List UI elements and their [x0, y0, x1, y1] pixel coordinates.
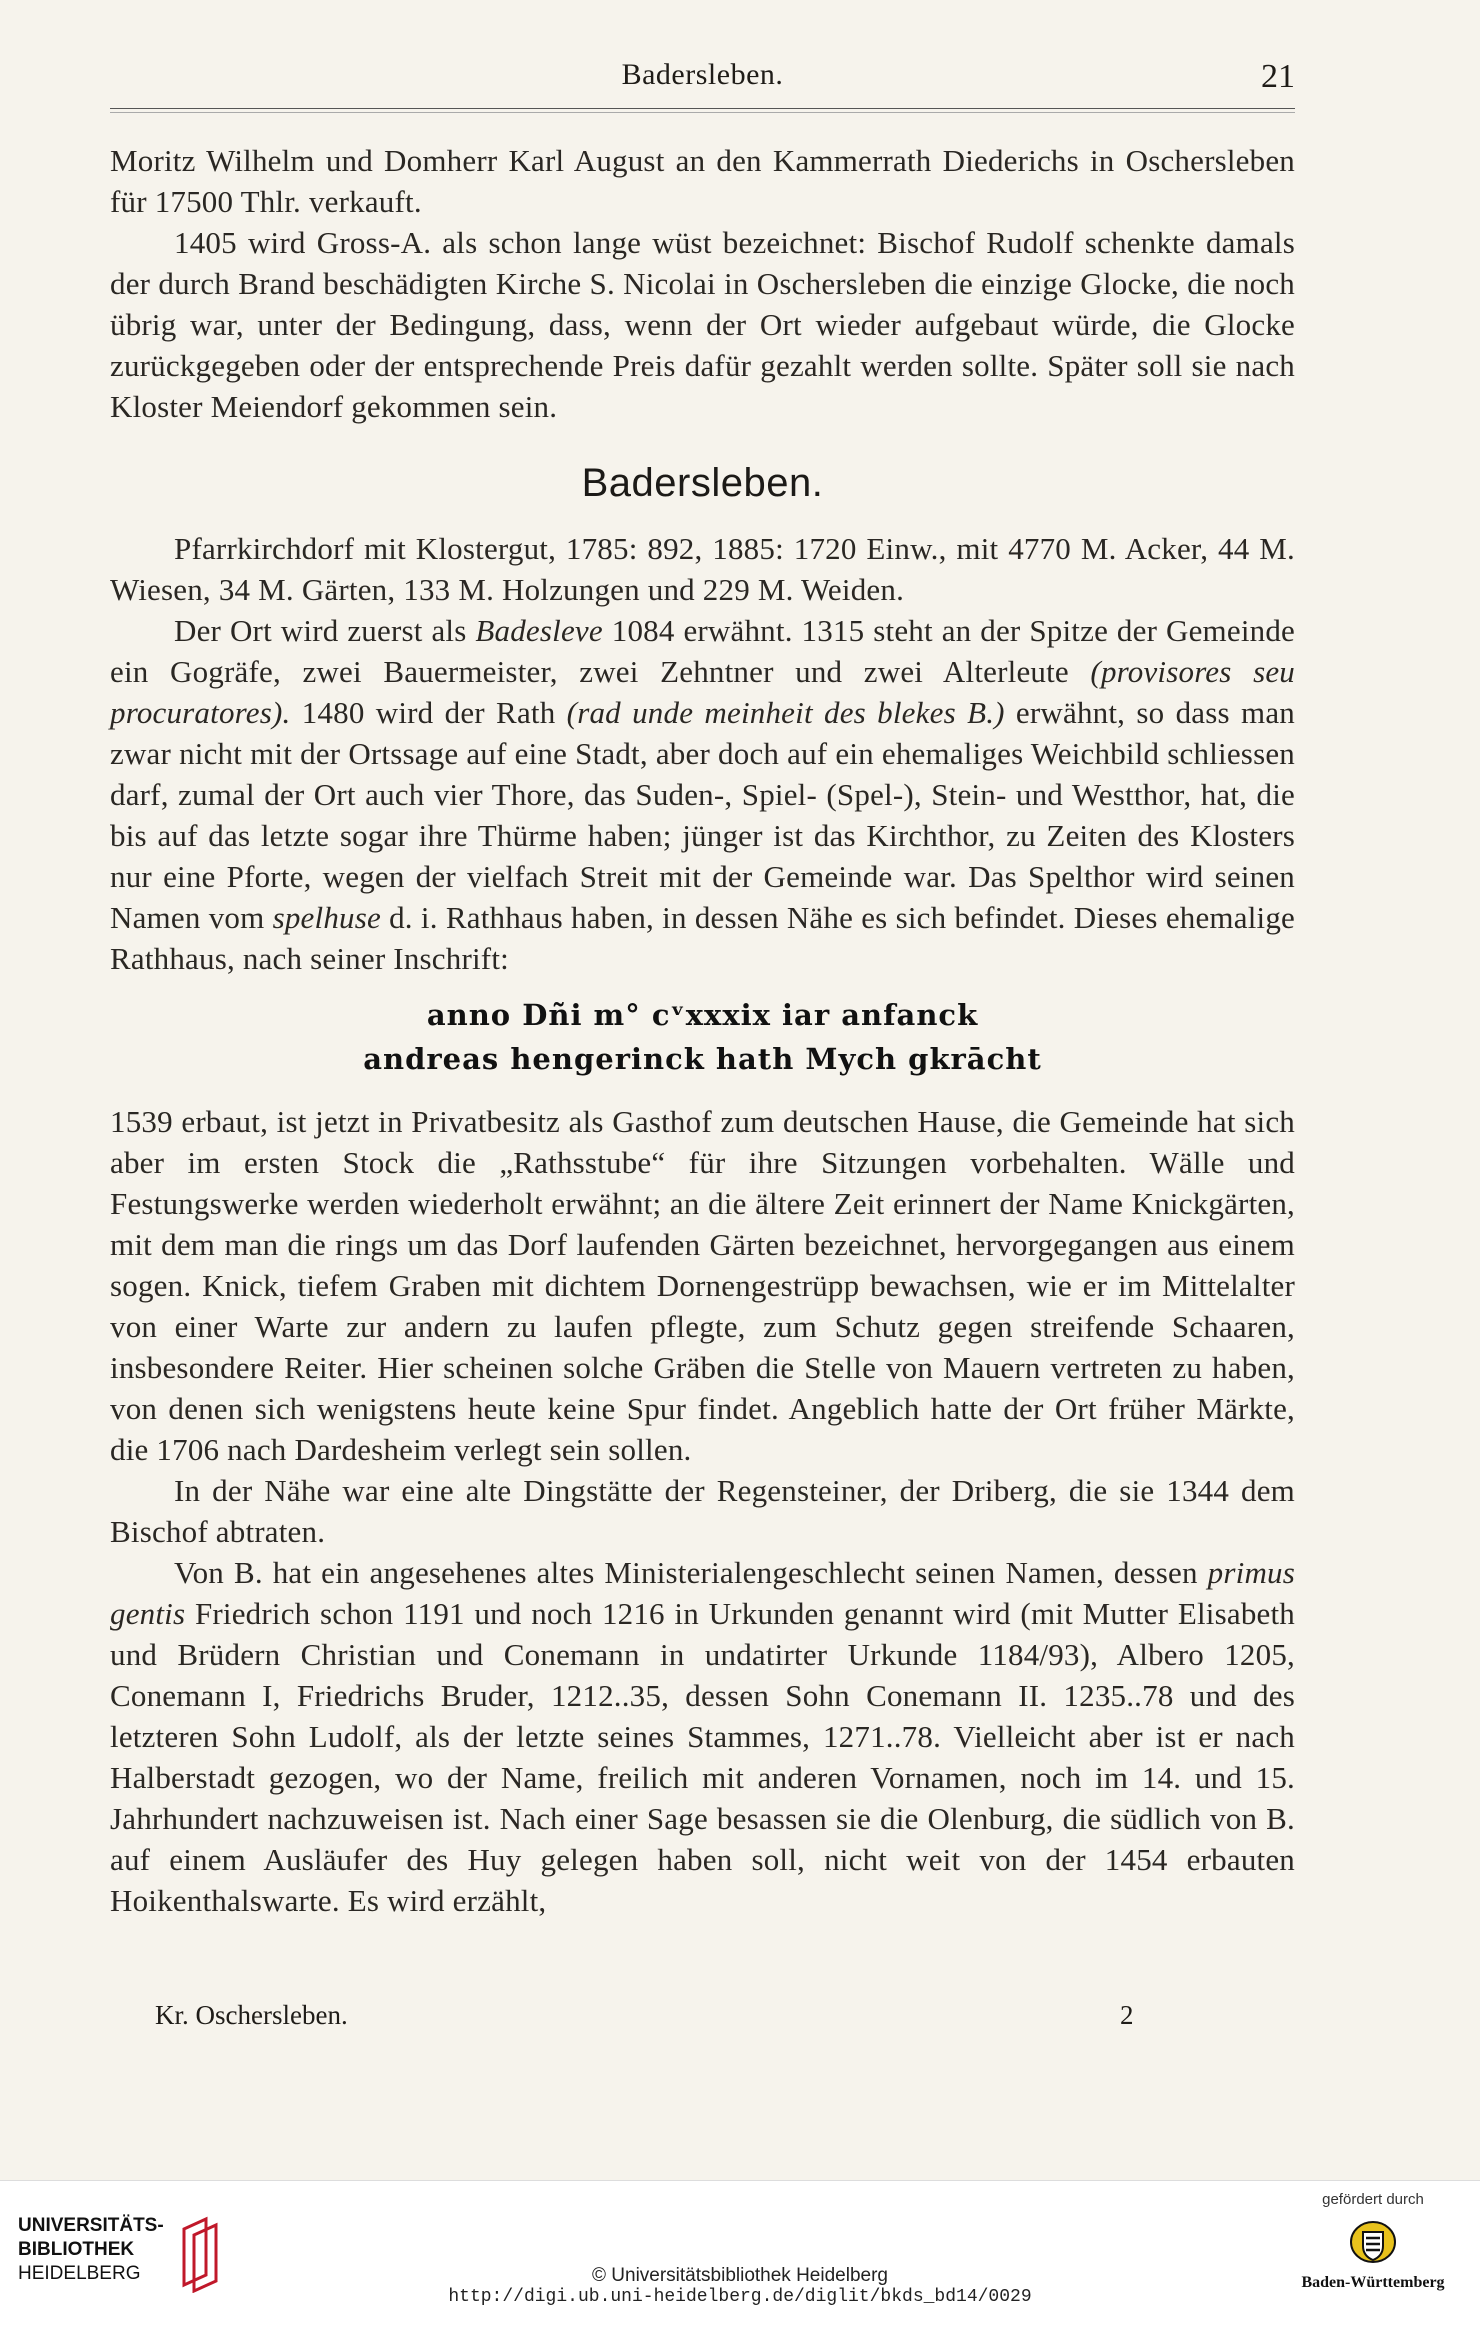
- text-run: Der Ort wird zuerst als: [174, 613, 476, 648]
- library-name-line-3: HEIDELBERG: [18, 2263, 141, 2284]
- paragraph-history: [110, 610, 1295, 979]
- text-run: erwähnt, so dass man zwar nicht mit der Ortssage auf eine Stadt, aber doch auf ein ehemaliges Weichbild schliessen darf, zumal der Ort auch vier Thore, das Suden-, Spiel- (Spel-), Stein- und Westthor, hat, die bis auf das letzte sogar ihre Thürme haben; jünger ist das Kirchthor, zu Zeiten des Klosters nur eine Pforte, wegen der vielfach Streit mit der Gemeinde war. Das Spelthor wird seinen Namen vom: [110, 695, 1295, 935]
- library-footer: [0, 2180, 1480, 2327]
- paragraph-continued: Moritz Wilhelm und Domherr Karl August an den Kammerrath Diederichs in Oschersleben für 17500 Thlr. verkauft.: [110, 143, 1295, 219]
- running-header: [110, 50, 1295, 100]
- italic-term-spelhuse: spelhuse: [272, 900, 381, 935]
- state-crest-icon: [1349, 2218, 1397, 2266]
- italic-term-primus-gentis: primus gentis: [110, 1555, 1295, 1631]
- italic-term-provisores: (provisores seu procuratores).: [110, 654, 1295, 730]
- funding-credit: [1288, 2191, 1458, 2321]
- running-title: Badersleben.: [621, 58, 784, 91]
- funded-by-label: gefördert durch: [1322, 2191, 1424, 2208]
- section-heading: Badersleben.: [581, 461, 824, 505]
- signature-number: 2: [1120, 2000, 1134, 2030]
- signature-line: [155, 2000, 1155, 2031]
- blackletter-inscription: [110, 993, 1295, 1081]
- permalink-url[interactable]: http://digi.ub.uni-heidelberg.de/diglit/bkds_bd14/0029: [448, 2287, 1032, 2307]
- italic-quote-rad: (rad unde meinheit des blekes B.): [566, 695, 1005, 730]
- copyright-notice: © Universitätsbibliothek Heidelberg: [592, 2265, 888, 2286]
- header-rule: [110, 108, 1295, 109]
- text-run: Friedrich schon 1191 und noch 1216 in Urkunden genannt wird (mit Mutter Elisabeth und Brüdern Christian und Conemann in undatirter Urkunde 1184/93), Albero 1205, Conemann I, Friedrichs Bruder, 1212..35, dessen Sohn Conemann II. 1235..78 und des letzteren Sohn Ludolf, als der letzte seines Stammes, 1271..78. Vielleicht aber ist er nach Halberstadt gezogen, wo der Name, freilich mit anderen Vornamen, noch im 14. und 15. Jahrhundert nachzuweisen ist. Nach einer Sage besassen sie die Olenburg, die südlich von B. auf einem Ausläufer des Huy gelegen haben soll, nicht weit von der 1454 erbauten Hoikenthalswarte. Es wird erzählt,: [110, 1596, 1295, 1918]
- inscription-line-2: andreas hengerinck hath Mych gkrācht: [363, 1042, 1042, 1076]
- body-text: [110, 140, 1295, 1921]
- library-name-line-2: BIBLIOTHEK: [18, 2239, 135, 2260]
- paragraph-ministerialen: [110, 1552, 1295, 1921]
- page-number: 21: [1261, 58, 1295, 95]
- text-run: 1084 erwähnt. 1315 steht an der Spitze der Gemeinde ein Gogräfe, zwei Bauermeister, zwei Zehntner und zwei Alterleute: [110, 613, 1296, 689]
- funding-state-name: Baden-Württemberg: [1301, 2274, 1445, 2291]
- paragraph-dingstaette: In der Nähe war eine alte Dingstätte der Regensteiner, der Driberg, die sie 1344 dem Bischof abtraten.: [110, 1473, 1295, 1549]
- paragraph-gross-a: 1405 wird Gross-A. als schon lange wüst bezeichnet: Bischof Rudolf schenkte damals der durch Brand beschädigten Kirche S. Nicolai in Oschersleben die einzige Glocke, die noch übrig war, unter der Bedingung, dass, wenn der Ort wieder aufgebaut würde, die Glocke zurückgegeben oder der entsprechende Preis dafür gezahlt werden sollte. Später soll sie nach Kloster Meiendorf gekommen sein.: [110, 225, 1295, 424]
- text-run: 1480 wird der Rath: [290, 695, 567, 730]
- library-name-line-1: UNIVERSITÄTS-: [18, 2215, 164, 2236]
- italic-term-badesleve: Badesleve: [475, 613, 603, 648]
- text-run: d. i. Rathhaus haben, in dessen Nähe es sich befindet. Dieses ehemalige Rathhaus, nach seiner Inschrift:: [110, 900, 1295, 976]
- signature-mark: Kr. Oschersleben.: [155, 2000, 348, 2030]
- text-run: Von B. hat ein angesehenes altes Ministerialengeschlecht seinen Namen, dessen: [174, 1555, 1208, 1590]
- paragraph-statistics: Pfarrkirchdorf mit Klostergut, 1785: 892, 1885: 1720 Einw., mit 4770 M. Acker, 44 M. Wiesen, 34 M. Gärten, 133 M. Holzungen und 229 M. Weiden.: [110, 531, 1295, 607]
- header-rule-secondary: [110, 112, 1295, 113]
- paragraph-rathhaus: 1539 erbaut, ist jetzt in Privatbesitz als Gasthof zum deutschen Hause, die Gemeinde hat sich aber im ersten Stock die „Rathsstube“ für ihre Sitzungen vorbehalten. Wälle und Festungswerke werden wiederholt erwähnt; an die ältere Zeit erinnert der Name Knickgärten, mit dem man die rings um das Dorf laufenden Gärten bezeichnet, hervorgegangen aus einem sogen. Knick, tiefem Graben mit dichtem Dornengestrüpp bewachsen, wie er im Mittelalter von einer Warte zur andern zu laufen pflegte, zum Schutz gegen streifende Schaaren, insbesondere Reiter. Hier scheinen solche Gräben die Stelle von Mauern vertreten zu haben, von denen sich wenigstens heute keine Spur findet. Angeblich hatte der Ort früher Märkte, die 1706 nach Dardesheim verlegt sein sollen.: [110, 1104, 1295, 1467]
- inscription-line-1: anno Dñi m° cᵛxxxix iar anfanck: [426, 998, 979, 1032]
